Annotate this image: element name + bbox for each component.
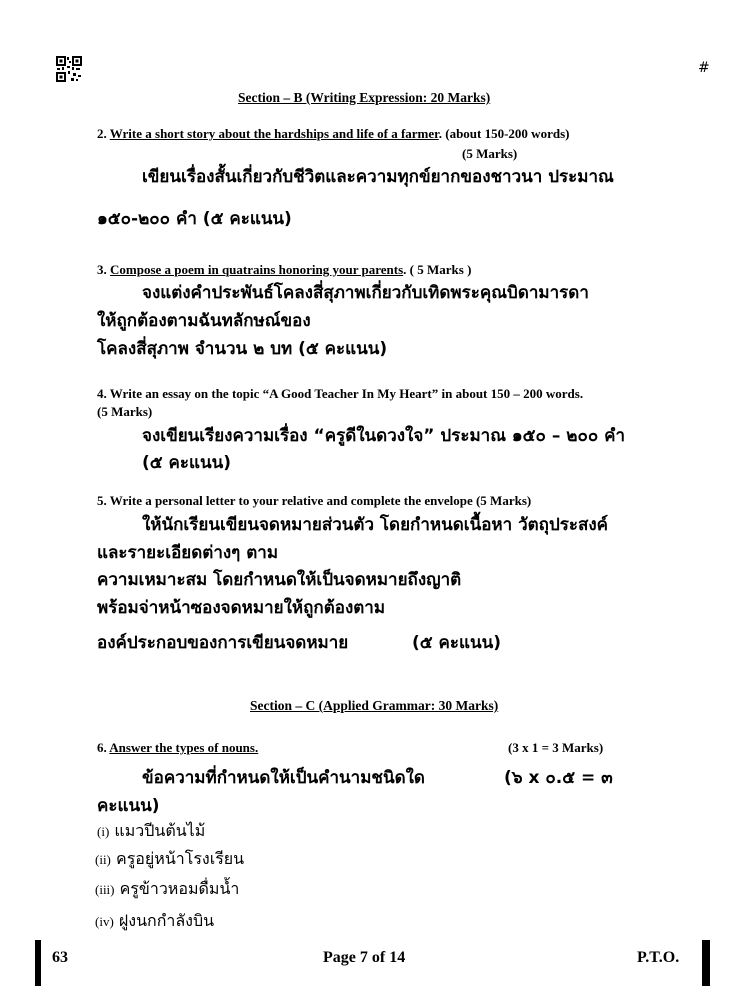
footer-code: 63 (52, 949, 68, 966)
question-3-suffix: . ( 5 Marks ) (403, 262, 472, 277)
question-2-marks: (5 Marks) (462, 146, 518, 161)
question-5-thai-line-5: องค์ประกอบของการเขียนจดหมาย (97, 633, 349, 653)
section-c-title: Section – C (Applied Grammar: 30 Marks) (250, 698, 499, 713)
list-item-number: (iv) (95, 914, 114, 929)
question-3-thai-line-2: ให้ถูกต้องตามฉันทลักษณ์ของ (97, 311, 311, 331)
right-margin-bar (702, 940, 710, 986)
question-5-thai-line-3: ความเหมาะสม โดยกำหนดให้เป็นจดหมายถึงญาติ (97, 570, 462, 590)
hash-mark: # (698, 60, 710, 76)
list-item-text: แมวปีนต้นไม้ (114, 821, 206, 840)
question-3-number: 3. (97, 262, 107, 277)
question-3-prompt: Compose a poem in quatrains honoring your parents (110, 262, 404, 277)
list-item-text: ครูข้าวหอมดื่มน้ำ (119, 879, 240, 898)
question-6-prompt: Answer the types of nouns. (109, 740, 259, 755)
question-2-thai-line-2: ๑๕๐-๒๐๐ คำ (๕ คะแนน) (97, 209, 292, 229)
list-item-text: ฝูงนกกำลังบิน (118, 911, 215, 930)
qr-code-icon (56, 56, 82, 82)
list-item-number: (iii) (95, 882, 115, 897)
question-5: 5. Write a personal letter to your relative and complete the envelope (5 Marks) (97, 493, 532, 508)
pto-label: P.T.O. (637, 949, 680, 966)
list-item (95, 847, 244, 872)
list-item-number: (i) (97, 824, 110, 839)
list-item-text: ครูอยู่หน้าโรงเรียน (115, 849, 245, 868)
question-2-suffix: . (about 150-200 words) (438, 126, 570, 141)
question-4: 4. Write an essay on the topic “A Good Teacher In My Heart” in about 150 – 200 words. (97, 386, 584, 401)
question-2 (97, 126, 569, 142)
question-2-prompt: Write a short story about the hardships and life of a farmer (109, 126, 439, 141)
question-5-thai-line-1: ให้นักเรียนเขียนจดหมายส่วนตัว โดยกำหนดเนื้อหา วัตถุประสงค์ (142, 515, 609, 535)
question-3-thai-line-1: จงแต่งคำประพันธ์โคลงสี่สุภาพเกี่ยวกับเทิดพระคุณบิดามารดา (142, 283, 589, 303)
question-4-marks: (5 Marks) (97, 404, 153, 419)
question-2-thai-line-1: เขียนเรื่องสั้นเกี่ยวกับชีวิตและความทุกข์ยากของชาวนา ประมาณ (142, 167, 614, 187)
question-5-thai-line-2: และรายะเอียดต่างๆ ตาม (97, 543, 279, 563)
question-6 (97, 740, 258, 756)
question-6-thai-instruction: ข้อความที่กำหนดให้เป็นคำนามชนิดใด (142, 768, 425, 788)
question-3 (97, 262, 471, 278)
section-b-title: Section – B (Writing Expression: 20 Marks) (238, 90, 491, 105)
list-item (97, 819, 205, 844)
list-item (95, 909, 214, 934)
question-2-number: 2. (97, 126, 107, 141)
page-number: Page 7 of 14 (323, 949, 406, 966)
list-item-number: (ii) (95, 852, 111, 867)
list-item (95, 877, 239, 902)
question-5-thai-line-4: พร้อมจ่าหน้าซองจดหมายให้ถูกต้องตาม (97, 598, 386, 618)
question-4-thai-line-2: (๕ คะแนน) (142, 453, 232, 473)
question-6-number: 6. (97, 740, 107, 755)
question-6-thai-marks-continued: คะแนน) (97, 796, 160, 816)
question-6-marks: (3 x 1 = 3 Marks) (508, 740, 604, 755)
question-4-thai-line-1: จงเขียนเรียงความเรื่อง “ครูดีในดวงใจ” ประมาณ ๑๕๐ – ๒๐๐ คำ (142, 426, 626, 446)
left-margin-bar (35, 940, 41, 986)
question-3-thai-line-3: โคลงสี่สุภาพ จำนวน ๒ บท (๕ คะแนน) (97, 339, 388, 359)
question-5-thai-marks: (๕ คะแนน) (412, 633, 502, 653)
question-6-thai-marks: (๖ x ๐.๕ = ๓ (504, 768, 613, 788)
